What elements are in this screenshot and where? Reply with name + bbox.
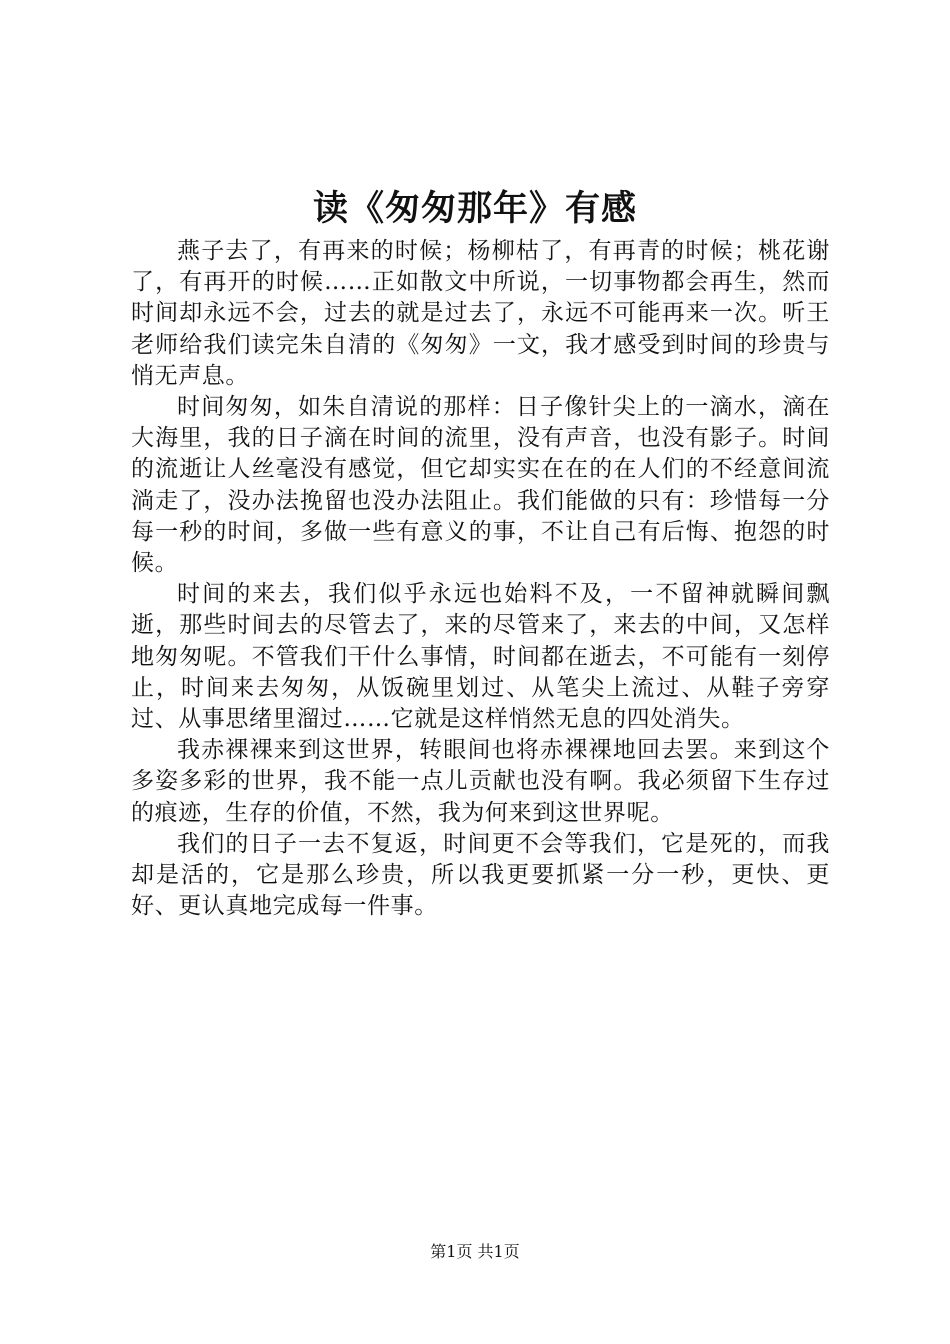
paragraph-4: 我赤裸裸来到这世界，转眼间也将赤裸裸地回去罢。来到这个多姿多彩的世界，我不能一点儿贡献也没有啊。我必须留下生存过的痕迹，生存的价值，不然，我为何来到这世界呢。 (131, 737, 830, 826)
page-footer: 第1页 共1页 (430, 1242, 520, 1261)
paragraph-3: 时间的来去，我们似乎永远也始料不及，一不留神就瞬间飘逝，那些时间去的尽管去了，来的尽管来了，来去的中间，又怎样地匆匆呢。不管我们干什么事情，时间都在逝去，不可能有一刻停止，时间来去匆匆，从饭碗里划过、从笔尖上流过、从鞋子旁穿过、从事思绪里溜过……它就是这样悄然无息的四处消失。 (131, 581, 830, 733)
paragraph-5: 我们的日子一去不复返，时间更不会等我们，它是死的，而我却是活的，它是那么珍贵，所以我更要抓紧一分一秒，更快、更好、更认真地完成每一件事。 (131, 830, 830, 920)
paragraph-2: 时间匆匆，如朱自清说的那样：日子像针尖上的一滴水，滴在大海里，我的日子滴在时间的流里，没有声音，也没有影子。时间的流逝让人丝毫没有感觉，但它却实实在在的在人们的不经意间流淌走了，没办法挽留也没办法阻止。我们能做的只有：珍惜每一分每一秒的时间，多做一些有意义的事，不让自己有后悔、抱怨的时候。 (131, 394, 830, 577)
document-title: 读《匆匆那年》有感 (312, 188, 637, 229)
document-body (131, 236, 830, 922)
paragraph-1: 燕子去了，有再来的时候；杨柳枯了，有再青的时候；桃花谢了，有再开的时候……正如散文中所说，一切事物都会再生，然而时间却永远不会，过去的就是过去了，永远不可能再来一次。听王老师给我们读完朱自清的《匆匆》一文，我才感受到时间的珍贵与悄无声息。 (131, 238, 830, 389)
